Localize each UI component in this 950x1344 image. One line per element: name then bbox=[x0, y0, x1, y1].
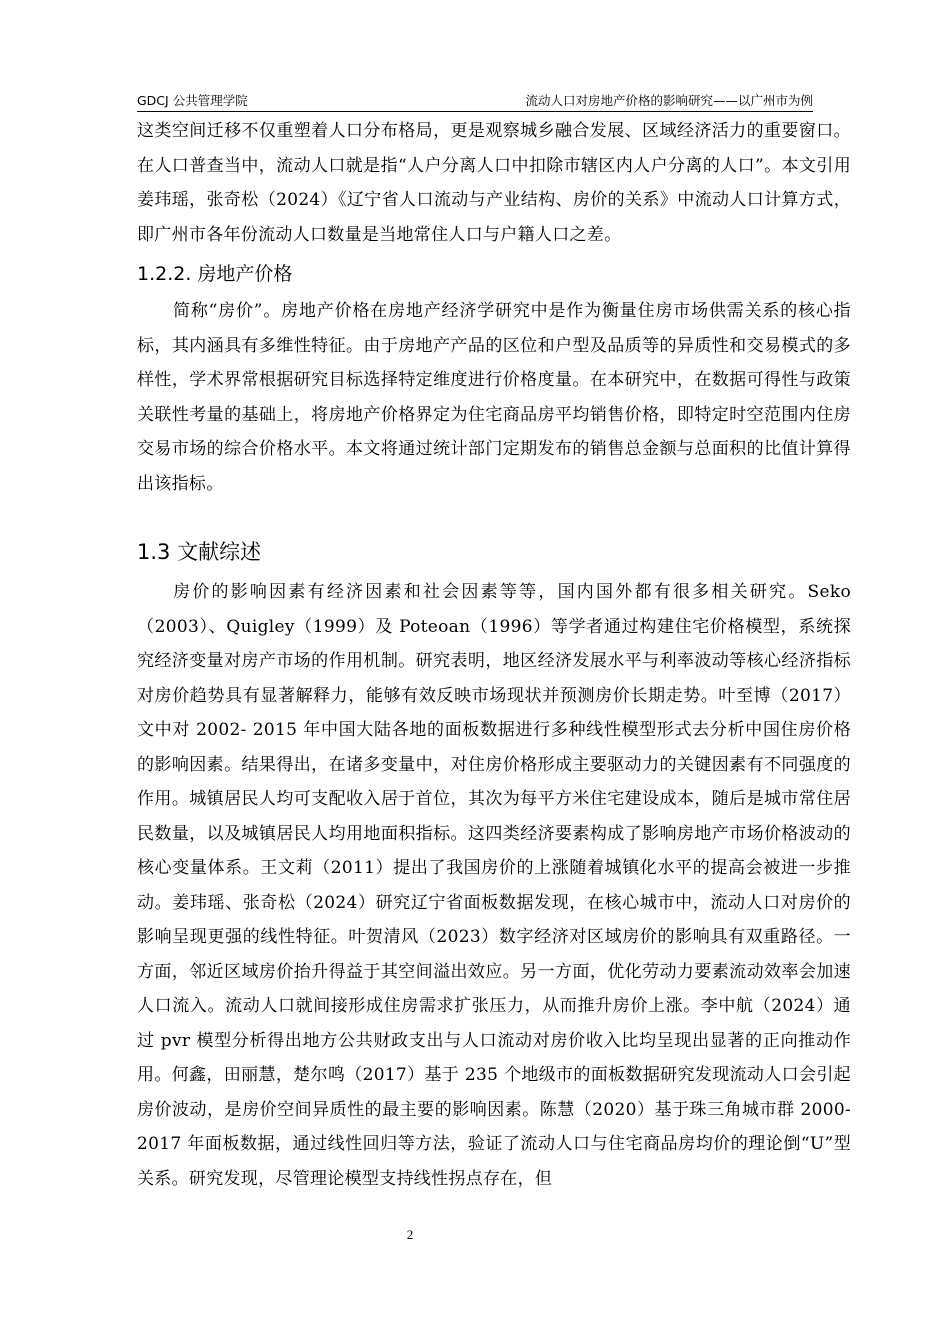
page-number: 2 bbox=[406, 1227, 414, 1242]
section-1-2-2-paragraph: 简称“房价”。房地产价格在房地产经济学研究中是作为衡量住房市场供需关系的核心指标，其内涵具有多维性特征。由于房地产产品的区位和户型及品质等的异质性和交易模式的多样性，学术界常根据研究目标选择特定维度进行价格度量。在本研究中，在数据可得性与政策关联性考量的基础上，将房地产价格界定为住宅商品房平均销售价格，即特定时空范围内住房交易市场的综合价格水平。本文将通过统计部门定期发布的销售总金额与总面积的比值计算得出该指标。 bbox=[137, 301, 851, 494]
page-content bbox=[137, 114, 851, 1196]
section-heading-1-2-2: 1.2.2. 房地产价格 bbox=[137, 263, 293, 285]
section-heading-1-3: 1.3 文献综述 bbox=[137, 540, 262, 564]
header-institution: GDCJ 公共管理学院 bbox=[137, 93, 248, 108]
header-paper-title: 流动人口对房地产价格的影响研究——以广州市为例 bbox=[525, 93, 813, 108]
section-1-3-paragraph: 房价的影响因素有经济因素和社会因素等等，国内国外都有很多相关研究。Seko（2003）、Quigley（1999）及 Poteoan（1996）等学者通过构建住宅价格模型，系统探究经济变量对房产市场的作用机制。研究表明，地区经济发展水平与利率波动等核心经济指标对房价趋势具有显著解释力，能够有效反映市场现状并预测房价长期走势。叶至博（2017）文中对 2002- 2015 年中国大陆各地的面板数据进行多种线性模型形式去分析中国住房价格的影响因素。结果得出，在诸多变量中，对住房价格形成主要驱动力的关键因素有不同强度的作用。城镇居民人均可支配收入居于首位，其次为每平方米住宅建设成本，随后是城市常住居民数量，以及城镇居民人均用地面积指标。这四类经济要素构成了影响房地产市场价格波动的核心变量体系。王文莉（2011）提出了我国房价的上涨随着城镇化水平的提高会被进一步推动。姜玮瑶、张奇松（2024）研究辽宁省面板数据发现，在核心城市中，流动人口对房价的影响呈现更强的线性特征。叶贺清风（2023）数字经济对区域房价的影响具有双重路径。一方面，邻近区域房价抬升得益于其空间溢出效应。另一方面，优化劳动力要素流动效率会加速人口流入。流动人口就间接形成住房需求扩张压力，从而推升房价上涨。李中航（2024）通过 pvr 模型分析得出地方公共财政支出与人口流动对房价收入比均呈现出显著的正向推动作用。何鑫，田丽慧，楚尔鸣（2017）基于 235 个地级市的面板数据研究发现流动人口会引起房价波动，是房价空间异质性的最主要的影响因素。陈慧（2020）基于珠三角城市群 2000-2017 年面板数据，通过线性回归等方法，验证了流动人口与住宅商品房均价的理论倒“U”型关系。研究发现，尽管理论模型支持线性拐点存在，但 bbox=[137, 582, 851, 1189]
page-header bbox=[137, 92, 813, 112]
continuation-paragraph: 这类空间迁移不仅重塑着人口分布格局，更是观察城乡融合发展、区域经济活力的重要窗口。在人口普查当中，流动人口就是指“人户分离人口中扣除市辖区内人户分离的人口”。本文引用姜玮瑶，张奇松（2024）《辽宁省人口流动与产业结构、房价的关系》中流动人口计算方式，即广州市各年份流动人口数量是当地常住人口与户籍人口之差。 bbox=[137, 121, 851, 245]
